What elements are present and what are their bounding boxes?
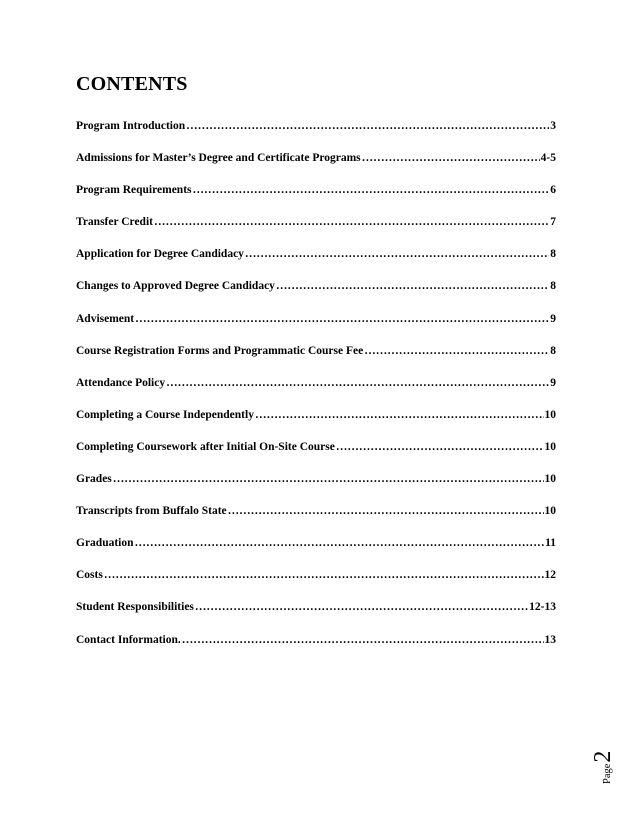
toc-entry-title: Changes to Approved Degree Candidacy xyxy=(76,280,275,293)
toc-dot-leader xyxy=(104,566,544,584)
toc-dot-leader xyxy=(135,534,545,552)
toc-entry[interactable] xyxy=(76,502,556,520)
toc-entry-title: Completing Coursework after Initial On-Site Course xyxy=(76,440,335,453)
toc-entry-title: Course Registration Forms and Programmatic Course Fee xyxy=(76,344,364,357)
toc-entry-page: 9 xyxy=(550,376,556,389)
toc-entry[interactable] xyxy=(76,149,556,167)
toc-entry-page: 8 xyxy=(550,248,556,261)
toc-entry-page: 8 xyxy=(550,344,556,357)
toc-entry[interactable] xyxy=(76,117,556,135)
toc-entry[interactable] xyxy=(76,406,556,424)
toc-entry-page: 9 xyxy=(550,312,556,325)
toc-entry[interactable] xyxy=(76,245,556,263)
toc-entry[interactable] xyxy=(76,213,556,231)
toc-entry-title: Advisement xyxy=(76,312,135,325)
toc-dot-leader xyxy=(336,438,544,456)
toc-dot-leader xyxy=(255,406,544,424)
toc-entry-page: 6 xyxy=(550,184,556,197)
toc-entry-page: 10 xyxy=(544,473,556,486)
toc-dot-leader xyxy=(166,374,549,392)
toc-entry[interactable] xyxy=(76,277,556,295)
toc-entry-page: 12-13 xyxy=(529,601,556,614)
toc-entry-page: 10 xyxy=(544,505,556,518)
toc-entry-title: Student Responsibilities xyxy=(76,601,194,614)
page-number: 2 xyxy=(590,750,616,763)
toc-dot-leader xyxy=(362,149,540,167)
toc-entry-page: 4-5 xyxy=(540,152,556,165)
table-of-contents xyxy=(76,117,556,663)
toc-dot-leader xyxy=(154,213,549,231)
page-number-rotated xyxy=(590,751,617,784)
toc-entry-title: Admissions for Master’s Degree and Certificate Programs xyxy=(76,152,361,165)
toc-entry-page: 3 xyxy=(550,120,556,132)
toc-entry[interactable] xyxy=(76,181,556,199)
toc-entry-title: Program Introduction xyxy=(76,120,186,132)
toc-dot-leader xyxy=(245,245,549,263)
toc-entry-page: 7 xyxy=(550,216,556,229)
toc-entry[interactable] xyxy=(76,534,556,552)
toc-entry-title: Costs xyxy=(76,569,103,582)
toc-entry-title: Transfer Credit xyxy=(76,216,153,229)
page-label: Page xyxy=(602,763,613,784)
toc-entry-title: Transcripts from Buffalo State xyxy=(76,505,227,518)
toc-entry-title: Grades xyxy=(76,473,112,486)
toc-entry-page: 8 xyxy=(550,280,556,293)
toc-entry-page: 10 xyxy=(544,440,556,453)
toc-entry[interactable] xyxy=(76,566,556,584)
toc-entry[interactable] xyxy=(76,374,556,392)
toc-entry-title: Graduation xyxy=(76,537,134,550)
toc-dot-leader xyxy=(182,631,544,649)
toc-entry-title: Program Requirements xyxy=(76,184,192,197)
toc-entry[interactable] xyxy=(76,470,556,488)
toc-entry-page: 13 xyxy=(544,633,556,646)
toc-entry-title: Contact Information. xyxy=(76,633,181,646)
toc-entry-title: Completing a Course Independently xyxy=(76,408,254,421)
toc-entry-title: Attendance Policy xyxy=(76,376,166,389)
page-title: CONTENTS xyxy=(76,73,188,95)
page-number-footer xyxy=(583,748,623,788)
toc-entry[interactable] xyxy=(76,598,556,616)
toc-entry-title: Application for Degree Candidacy xyxy=(76,248,244,261)
toc-entry[interactable] xyxy=(76,310,556,328)
toc-entry[interactable] xyxy=(76,342,556,360)
toc-dot-leader xyxy=(195,598,528,616)
toc-dot-leader xyxy=(364,342,549,360)
toc-dot-leader xyxy=(193,181,550,199)
toc-entry-page: 11 xyxy=(545,537,556,550)
toc-entry[interactable] xyxy=(76,631,556,649)
toc-dot-leader xyxy=(113,470,544,488)
toc-entry-page: 10 xyxy=(544,408,556,421)
toc-entry-page: 12 xyxy=(544,569,556,582)
toc-dot-leader xyxy=(135,310,549,328)
toc-dot-leader xyxy=(186,117,549,135)
toc-dot-leader xyxy=(276,277,549,295)
toc-dot-leader xyxy=(228,502,544,520)
toc-entry[interactable] xyxy=(76,438,556,456)
